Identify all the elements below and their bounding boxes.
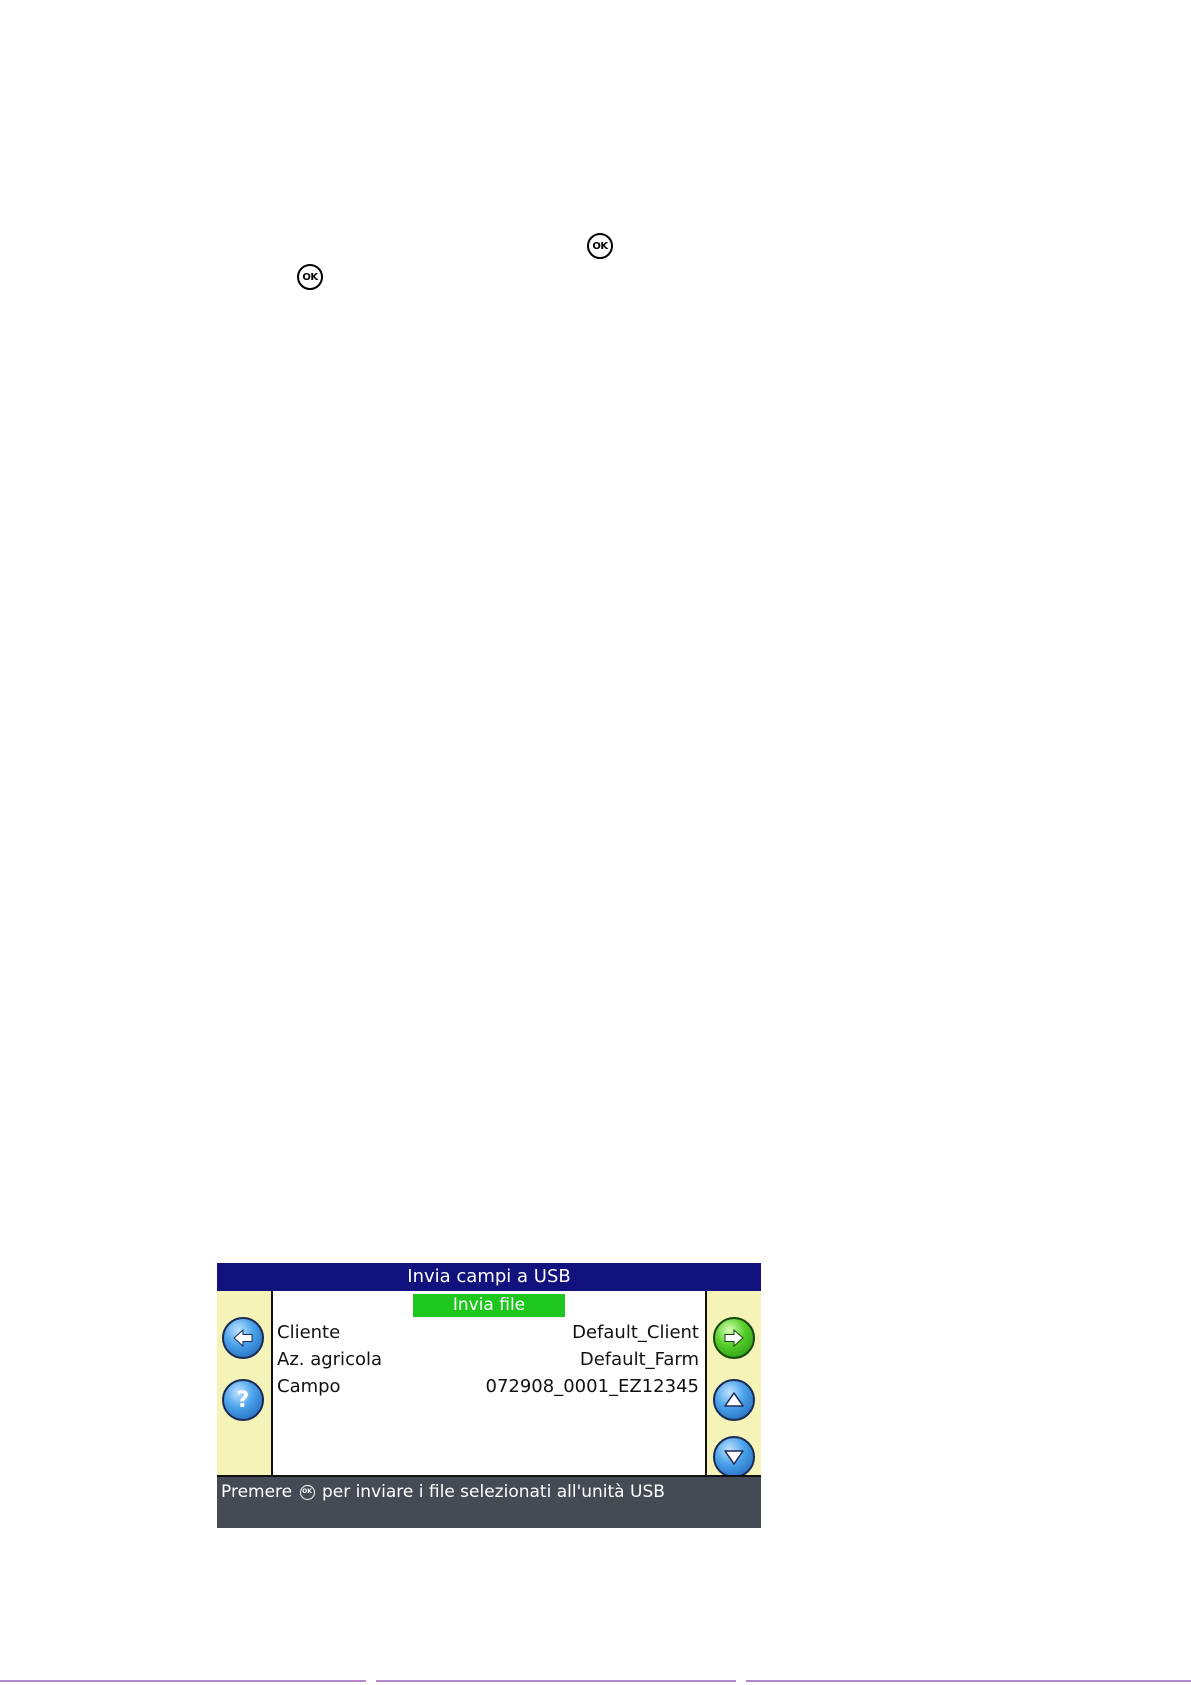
footer-divider [376,1680,736,1682]
footer-divider [746,1680,1191,1682]
ok-button-icon: OK [300,1485,315,1500]
status-text-before: Premere [221,1482,293,1502]
back-button[interactable] [222,1317,264,1359]
help-icon: ? [236,1387,250,1413]
arrow-up-icon [722,1388,746,1412]
ok-glyph-text: OK [592,240,608,252]
screen-title: Invia campi a USB [217,1263,761,1291]
list-item-client[interactable] [277,1320,699,1346]
arrow-right-icon [722,1326,746,1350]
field-list-panel [273,1291,705,1475]
ok-glyph-text: OK [302,271,318,283]
row-label: Cliente [277,1322,341,1343]
arrow-down-icon [722,1445,746,1469]
ok-button-icon [297,264,323,290]
row-label: Az. agricola [277,1349,383,1370]
status-text-after: per inviare i file selezionati all'unità USB [321,1482,665,1502]
ok-button-icon [587,233,613,259]
list-item-farm[interactable] [277,1347,699,1373]
scroll-down-button[interactable] [713,1436,755,1478]
footer-divider [0,1680,366,1682]
left-button-panel [217,1291,273,1475]
help-button[interactable] [222,1379,264,1421]
send-files-button[interactable]: Invia file [413,1294,565,1317]
arrow-left-icon [231,1326,255,1350]
row-value: Default_Client [572,1322,699,1343]
right-button-panel [705,1291,761,1475]
row-value: Default_Farm [579,1349,699,1370]
row-value: 072908_0001_EZ12345 [485,1376,699,1397]
next-button[interactable] [713,1317,755,1359]
status-bar [217,1475,761,1528]
device-screen [217,1263,761,1528]
scroll-up-button[interactable] [713,1379,755,1421]
row-label: Campo [277,1376,341,1397]
list-item-field[interactable] [277,1374,699,1400]
